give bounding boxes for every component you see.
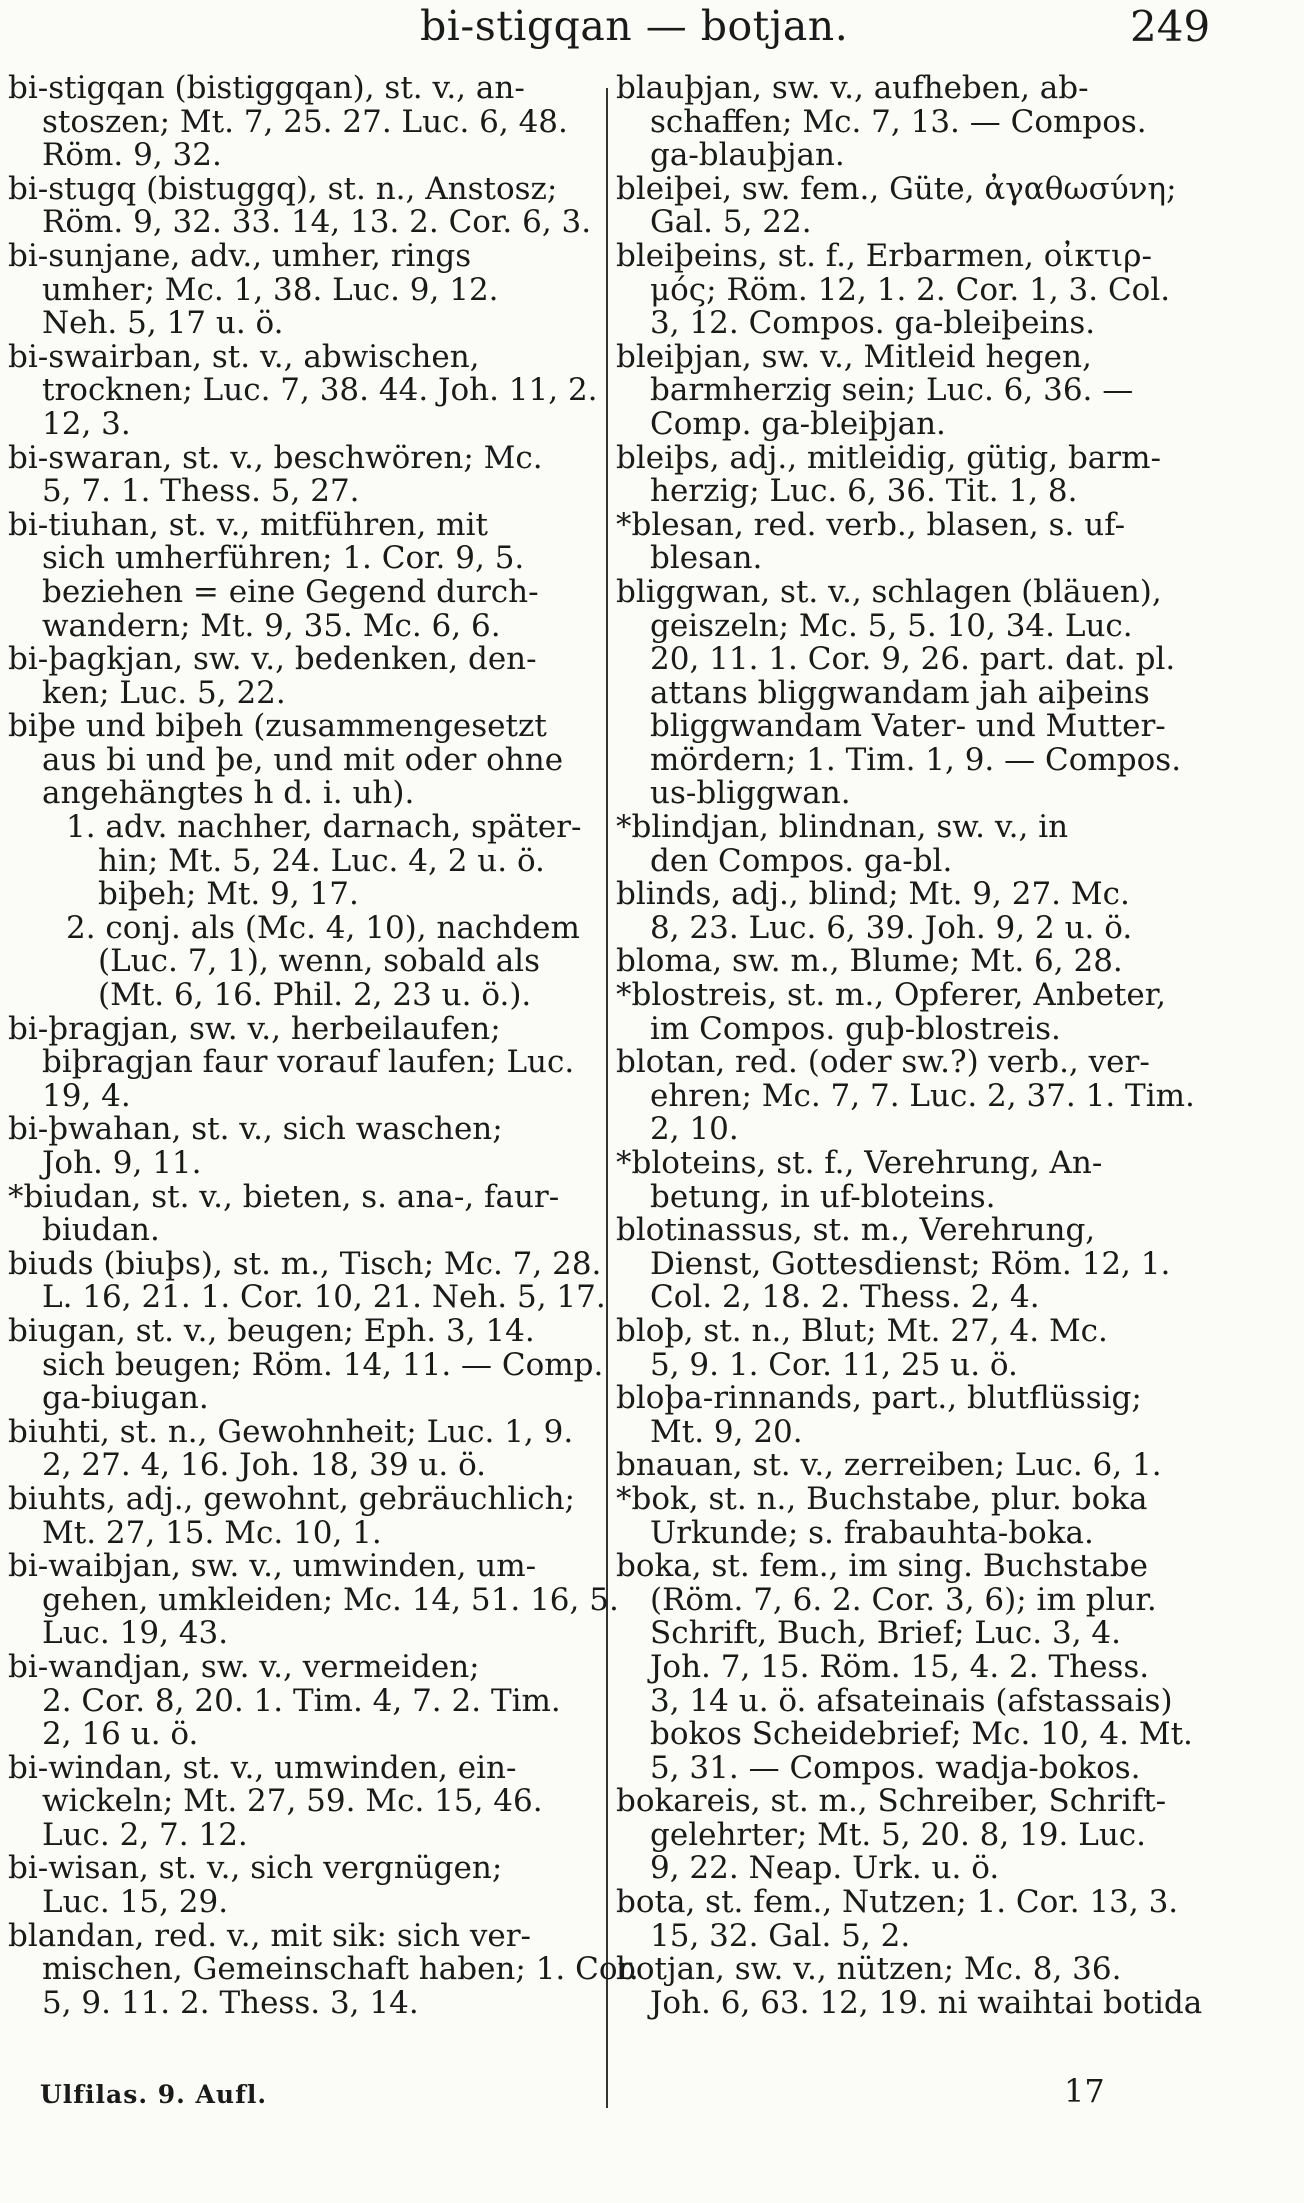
sheet-number: 17 [1064, 2072, 1105, 2110]
entry-line: Col. 2, 18. 2. Thess. 2, 4. [650, 1279, 1040, 1316]
entry-line: bloma, sw. m., Blume; Mt. 6, 28. [616, 943, 1123, 980]
dictionary-entry [616, 1953, 1208, 2020]
dictionary-entry [8, 237, 600, 342]
dictionary-entry [8, 811, 600, 912]
entry-line: hin; Mt. 5, 24. Luc. 4, 2 u. ö. [98, 842, 545, 879]
entry-line: bi-windan, st. v., umwinden, ein- [8, 1749, 517, 1786]
entry-line: blandan, red. v., mit sik: sich ver- [8, 1917, 532, 1954]
entry-line: bota, st. fem., Nutzen; 1. Cor. 13, 3. [616, 1884, 1179, 1921]
entry-line: bi-swaran, st. v., beschwören; Mc. [8, 439, 543, 476]
entry-line: 2. conj. als (Mc. 4, 10), nachdem [66, 909, 580, 946]
dictionary-entry [8, 338, 600, 442]
dictionary-entry [8, 909, 600, 1014]
dictionary-entry [616, 1382, 1208, 1449]
dictionary-entry [8, 1245, 606, 1316]
entry-line: bliggwandam Vater- und Mutter- [650, 708, 1166, 745]
entry-line: bi-stugq (bistuggq), st. n., Anstosz; [8, 170, 558, 207]
left-column [8, 70, 639, 2021]
entry-line: bleiþeins, st. f., Erbarmen, οἰκτιρ- [616, 237, 1152, 274]
entry-line: trocknen; Luc. 7, 38. 44. Joh. 11, 2. [42, 372, 598, 409]
entry-line: Comp. ga-bleiþjan. [650, 405, 946, 442]
entry-line: biþeh; Mt. 9, 17. [98, 876, 359, 913]
entry-line: 9, 22. Neap. Urk. u. ö. [650, 1850, 1000, 1887]
entry-line: ehren; Mc. 7, 7. Luc. 2, 37. 1. Tim. [650, 1077, 1195, 1114]
page-number: 249 [1130, 2, 1211, 51]
dictionary-entry [8, 72, 600, 173]
dictionary-entry [8, 1480, 600, 1551]
dictionary-entry [8, 1413, 600, 1484]
entry-line: biuds (biuþs), st. m., Tisch; Mc. 7, 28. [8, 1245, 602, 1282]
entry-line: Mt. 9, 20. [650, 1413, 803, 1450]
entry-line: bi-tiuhan, st. v., mitführen, mit [8, 506, 488, 543]
page-header [0, 0, 1304, 80]
entry-line: Urkunde; s. frabauhta-boka. [650, 1514, 1094, 1551]
entry-line: biuhti, st. n., Gewohnheit; Luc. 1, 9. [8, 1413, 574, 1450]
entry-line: blauþjan, sw. v., aufheben, ab- [616, 70, 1089, 106]
entry-line: 20, 11. 1. Cor. 9, 26. part. dat. pl. [650, 641, 1176, 678]
entry-line: μός; Röm. 12, 1. 2. Cor. 1, 3. Col. [650, 271, 1171, 308]
dictionary-entry [8, 1010, 600, 1114]
entry-line: biþragjan faur vorauf laufen; Luc. [42, 1044, 575, 1081]
entry-line: bnauan, st. v., zerreiben; Luc. 6, 1. [616, 1447, 1162, 1484]
dictionary-entry [8, 1852, 600, 1919]
entry-line: blotan, red. (oder sw.?) verb., ver- [616, 1044, 1150, 1081]
entry-line: 12, 3. [42, 405, 131, 442]
entry-line: bi-swairban, st. v., abwischen, [8, 338, 480, 375]
entry-line: ga-biugan. [42, 1380, 209, 1417]
entry-line: biugan, st. v., beugen; Eph. 3, 14. [8, 1312, 535, 1349]
dictionary-entry [616, 1147, 1208, 1214]
dictionary-entry [616, 1214, 1208, 1315]
entry-line: blotinassus, st. m., Verehrung, [616, 1212, 1096, 1249]
dictionary-entry [616, 439, 1208, 510]
entry-line: wandern; Mt. 9, 35. Mc. 6, 6. [42, 607, 501, 644]
dictionary-entry [616, 878, 1208, 945]
entry-line: Mt. 27, 15. Mc. 10, 1. [42, 1514, 382, 1551]
entry-line: 3, 12. Compos. ga-bleiþeins. [650, 305, 1096, 342]
entry-line: Gal. 5, 22. [650, 204, 812, 241]
entry-line: sich umherführen; 1. Cor. 9, 5. [42, 540, 525, 577]
dictionary-entry [616, 945, 1208, 979]
entry-line: geiszeln; Mc. 5, 5. 10, 34. Luc. [650, 607, 1133, 644]
dictionary-entry [8, 1917, 639, 2021]
entry-line: betung, in uf-bloteins. [650, 1178, 996, 1215]
dictionary-entry [616, 72, 1208, 173]
dictionary-entry [616, 237, 1208, 342]
entry-line: 5, 9. 11. 2. Thess. 3, 14. [42, 1984, 419, 2021]
entry-line: bi-stigqan (bistiggqan), st. v., an- [8, 70, 525, 106]
entry-line: bleiþjan, sw. v., Mitleid hegen, [616, 338, 1092, 375]
entry-line: Neh. 5, 17 u. ö. [42, 305, 284, 342]
dictionary-entry [616, 979, 1208, 1046]
entry-line: aus bi und þe, und mit oder ohne [42, 741, 564, 778]
dictionary-entry [8, 1113, 600, 1180]
entry-line: *bok, st. n., Buchstabe, plur. boka [616, 1480, 1148, 1517]
entry-line: 5, 31. — Compos. wadja-bokos. [650, 1749, 1141, 1786]
dictionary-entry [8, 643, 600, 710]
dictionary-entry [616, 1550, 1208, 1785]
entry-line: gehen, umkleiden; Mc. 14, 51. 16, 5. [42, 1581, 619, 1618]
entry-line: 2. Cor. 8, 20. 1. Tim. 4, 7. 2. Tim. [42, 1682, 561, 1719]
entry-line: bleiþs, adj., mitleidig, gütig, barm- [616, 439, 1161, 476]
entry-line: Joh. 6, 63. 12, 19. ni waihtai botida [650, 1984, 1203, 2021]
entry-line: gelehrter; Mt. 5, 20. 8, 19. Luc. [650, 1816, 1146, 1853]
entry-line: mördern; 1. Tim. 1, 9. — Compos. [650, 741, 1182, 778]
running-title: bi-stigqan — botjan. [420, 2, 849, 50]
entry-line: 1. adv. nachher, darnach, später- [66, 809, 582, 846]
entry-line: angehängtes h d. i. uh). [42, 775, 415, 812]
dictionary-entry [8, 506, 600, 644]
right-column [616, 72, 1208, 2020]
entry-line: bliggwan, st. v., schlagen (bläuen), [616, 573, 1162, 610]
dictionary-entry [616, 1886, 1208, 1953]
entry-line: L. 16, 21. 1. Cor. 10, 21. Neh. 5, 17. [42, 1279, 606, 1316]
entry-line: us-bliggwan. [650, 775, 851, 812]
entry-line: 2, 27. 4, 16. Joh. 18, 39 u. ö. [42, 1447, 487, 1484]
entry-line: attans bliggwandam jah aiþeins [650, 674, 1150, 711]
entry-line: beziehen = eine Gegend durch- [42, 573, 539, 610]
entry-line: blesan. [650, 540, 763, 577]
entry-line: bloþa-rinnands, part., blutflüssig; [616, 1380, 1142, 1417]
entry-line: bi-waibjan, sw. v., umwinden, um- [8, 1548, 537, 1585]
entry-line: (Luc. 7, 1), wenn, sobald als [98, 943, 541, 980]
dictionary-entry [616, 811, 1208, 878]
entry-line: ken; Luc. 5, 22. [42, 674, 286, 711]
entry-line: bokos Scheidebrief; Mc. 10, 4. Mt. [650, 1716, 1193, 1753]
dictionary-entry [616, 170, 1208, 241]
entry-line: *blostreis, st. m., Opferer, Anbeter, [616, 977, 1166, 1014]
dictionary-entry [8, 170, 600, 241]
entry-line: bi-þragjan, sw. v., herbeilaufen; [8, 1010, 501, 1047]
entry-line: bleiþei, sw. fem., Güte, ἀγαθωσύνη; [616, 170, 1177, 207]
dictionary-entry [8, 1548, 619, 1652]
dictionary-entry [8, 1312, 604, 1417]
entry-line: mischen, Gemeinschaft haben; 1. Cor. [42, 1951, 639, 1988]
entry-line: barmherzig sein; Luc. 6, 36. — [650, 372, 1134, 409]
dictionary-entry [616, 506, 1208, 577]
entry-line: *bloteins, st. f., Verehrung, An- [616, 1145, 1103, 1181]
entry-line: biudan. [42, 1212, 160, 1249]
entry-line: Schrift, Buch, Brief; Luc. 3, 4. [650, 1615, 1121, 1652]
entry-line: im Compos. guþ-blostreis. [650, 1010, 1061, 1047]
entry-line: *biudan, st. v., bieten, s. ana-, faur- [8, 1178, 560, 1215]
entry-line: botjan, sw. v., nützen; Mc. 8, 36. [616, 1951, 1122, 1988]
entry-line: biþe und biþeh (zusammengesetzt [8, 708, 547, 745]
entry-line: *blindjan, blindnan, sw. v., in [616, 809, 1069, 846]
entry-line: Dienst, Gottesdienst; Röm. 12, 1. [650, 1245, 1171, 1282]
entry-line: 2, 16 u. ö. [42, 1716, 199, 1753]
entry-line: 3, 14 u. ö. afsateinais (afstassais) [650, 1682, 1173, 1719]
dictionary-entry [616, 1449, 1208, 1483]
entry-line: bi-þwahan, st. v., sich waschen; [8, 1111, 503, 1148]
dictionary-entry [8, 1178, 600, 1249]
sheet-signature: Ulfilas. 9. Aufl. [40, 2080, 268, 2109]
entry-line: bi-sunjane, adv., umher, rings [8, 237, 472, 274]
entry-line: 2, 10. [650, 1111, 739, 1148]
entry-line: (Mt. 6, 16. Phil. 2, 23 u. ö.). [98, 977, 532, 1014]
entry-line: wickeln; Mt. 27, 59. Mc. 15, 46. [42, 1783, 543, 1820]
entry-line: (Röm. 7, 6. 2. Cor. 3, 6); im plur. [650, 1581, 1157, 1618]
entry-line: Luc. 15, 29. [42, 1884, 229, 1921]
entry-line: Joh. 7, 15. Röm. 15, 4. 2. Thess. [650, 1648, 1150, 1685]
dictionary-entry [8, 439, 600, 510]
entry-line: bi-wandjan, sw. v., vermeiden; [8, 1648, 480, 1685]
entry-line: biuhts, adj., gewohnt, gebräuchlich; [8, 1480, 575, 1517]
entry-line: 5, 9. 1. Cor. 11, 25 u. ö. [650, 1346, 1018, 1383]
entry-line: umher; Mc. 1, 38. Luc. 9, 12. [42, 271, 499, 308]
entry-line: ga-blauþjan. [650, 137, 845, 174]
entry-line: 5, 7. 1. Thess. 5, 27. [42, 473, 360, 510]
entry-line: den Compos. ga-bl. [650, 842, 953, 879]
dictionary-entry [616, 338, 1208, 442]
entry-line: bi-wisan, st. v., sich vergnügen; [8, 1850, 503, 1887]
entry-line: Luc. 2, 7. 12. [42, 1816, 248, 1853]
entry-line: herzig; Luc. 6, 36. Tit. 1, 8. [650, 473, 1078, 510]
entry-line: stoszen; Mt. 7, 25. 27. Luc. 6, 48. [42, 103, 568, 140]
entry-line: Luc. 19, 43. [42, 1615, 229, 1652]
dictionary-entry [616, 1785, 1208, 1886]
entry-line: blinds, adj., blind; Mt. 9, 27. Mc. [616, 876, 1130, 913]
entry-line: bi-þagkjan, sw. v., bedenken, den- [8, 641, 537, 678]
dictionary-entry [616, 1480, 1208, 1551]
column-divider [606, 88, 608, 2108]
dictionary-entry [616, 573, 1208, 812]
dictionary-entry [616, 1312, 1208, 1383]
dictionary-entry [8, 710, 600, 811]
dictionary-entry [8, 1749, 600, 1853]
dictionary-entry [616, 1046, 1208, 1147]
entry-line: 8, 23. Luc. 6, 39. Joh. 9, 2 u. ö. [650, 909, 1133, 946]
entry-line: Joh. 9, 11. [42, 1145, 202, 1181]
entry-line: bokareis, st. m., Schreiber, Schrift- [616, 1783, 1167, 1820]
dictionary-entry [8, 1648, 600, 1753]
entry-line: schaffen; Mc. 7, 13. — Compos. [650, 103, 1147, 140]
entry-line: *blesan, red. verb., blasen, s. uf- [616, 506, 1126, 543]
entry-line: Röm. 9, 32. [42, 137, 222, 174]
entry-line: boka, st. fem., im sing. Buchstabe [616, 1548, 1148, 1585]
entry-line: 15, 32. Gal. 5, 2. [650, 1917, 911, 1954]
entry-line: sich beugen; Röm. 14, 11. — Comp. [42, 1346, 604, 1383]
entry-line: Röm. 9, 32. 33. 14, 13. 2. Cor. 6, 3. [42, 204, 592, 241]
entry-line: 19, 4. [42, 1077, 131, 1114]
entry-line: bloþ, st. n., Blut; Mt. 27, 4. Mc. [616, 1312, 1108, 1349]
